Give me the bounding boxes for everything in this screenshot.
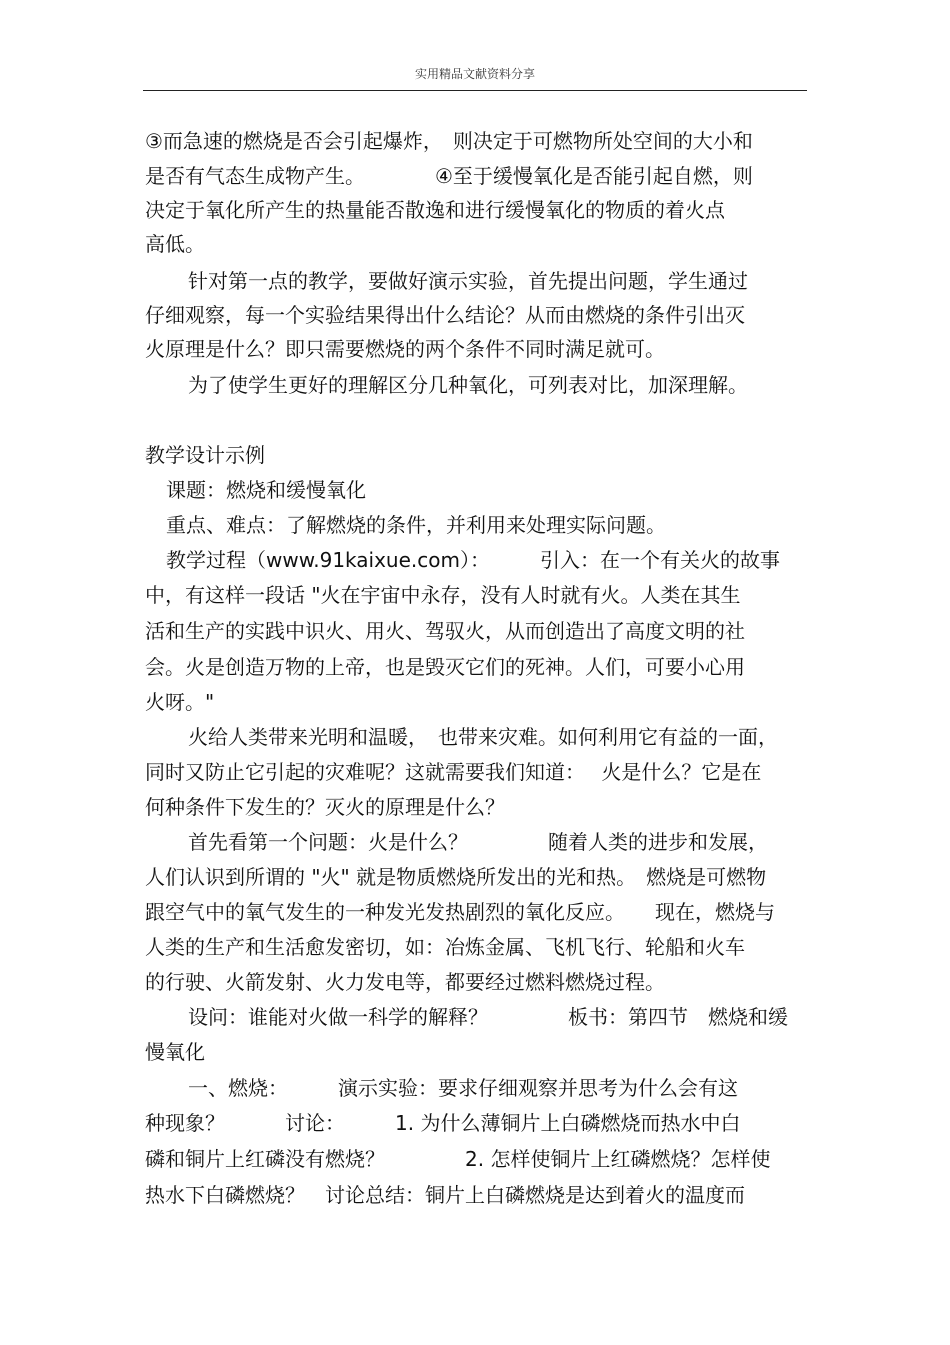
text-line: 会。火是创造万物的上帝，也是毁灭它们的死神。人们，可要小心用: [145, 655, 745, 679]
text-line: 决定于氧化所产生的热量能否散逸和进行缓慢氧化的物质的着火点: [145, 198, 725, 222]
text-line: 中，有这样一段话 "火在宇宙中永存，没有人时就有火。人类在其生: [145, 583, 741, 607]
text-line: 首先看第一个问题：火是什么？ 随着人类的进步和发展，: [188, 830, 768, 854]
text-line: 重点、难点：了解燃烧的条件，并利用来处理实际问题。: [166, 513, 666, 537]
text-line: 火原理是什么？即只需要燃烧的两个条件不同时满足就可。: [145, 337, 665, 361]
text-line: 慢氧化: [145, 1040, 205, 1064]
text-line: 同时又防止它引起的灾难呢？这就需要我们知道： 火是什么？它是在: [145, 760, 762, 784]
text-line: 高低。: [145, 232, 205, 256]
text-line: 的行驶、火箭发射、火力发电等，都要经过燃料燃烧过程。: [145, 970, 665, 994]
text-line: 为了使学生更好的理解区分几种氧化，可列表对比，加深理解。: [188, 373, 748, 397]
section-heading: 教学设计示例: [145, 443, 265, 467]
text-line: 活和生产的实践中识火、用火、驾驭火，从而创造出了高度文明的社: [145, 619, 745, 643]
text-line: 火呀。": [145, 690, 215, 714]
text-line: ③而急速的燃烧是否会引起爆炸， 则决定于可燃物所处空间的大小和: [145, 129, 753, 153]
text-line: 设问：谁能对火做一科学的解释？ 板书：第四节 燃烧和缓: [188, 1005, 788, 1029]
text-line: 种现象？ 讨论： 1. 为什么薄铜片上白磷燃烧而热水中白: [145, 1111, 741, 1135]
text-line: 热水下白磷燃烧？ 讨论总结：铜片上白磷燃烧是达到着火的温度而: [145, 1183, 745, 1207]
text-line: 仔细观察，每一个实验结果得出什么结论？从而由燃烧的条件引出灭: [145, 303, 745, 327]
text-line: 一、燃烧： 演示实验：要求仔细观察并思考为什么会有这: [188, 1076, 738, 1100]
text-line: 人们认识到所谓的 "火" 就是物质燃烧所发出的光和热。 燃烧是可燃物: [145, 865, 767, 889]
text-line: 教学过程（www.91kaixue.com）： 引入：在一个有关火的故事: [166, 548, 780, 572]
text-line: 是否有气态生成物产生。 ④至于缓慢氧化是否能引起自燃，则: [145, 164, 753, 188]
text-line: 人类的生产和生活愈发密切，如：冶炼金属、飞机飞行、轮船和火车: [145, 935, 745, 959]
text-line: 跟空气中的氧气发生的一种发光发热剧烈的氧化反应。 现在，燃烧与: [145, 900, 775, 924]
text-line: 何种条件下发生的？灭火的原理是什么？: [145, 795, 505, 819]
header-divider: [143, 90, 807, 91]
text-line: 火给人类带来光明和温暖， 也带来灾难。如何利用它有益的一面，: [188, 725, 778, 749]
page-header: 实用精品文献资料分享: [414, 67, 535, 81]
text-line: 针对第一点的教学，要做好演示实验，首先提出问题，学生通过: [188, 269, 748, 293]
text-line: 课题：燃烧和缓慢氧化: [166, 478, 366, 502]
text-line: 磷和铜片上红磷没有燃烧？ 2. 怎样使铜片上红磷燃烧？怎样使: [145, 1147, 771, 1171]
